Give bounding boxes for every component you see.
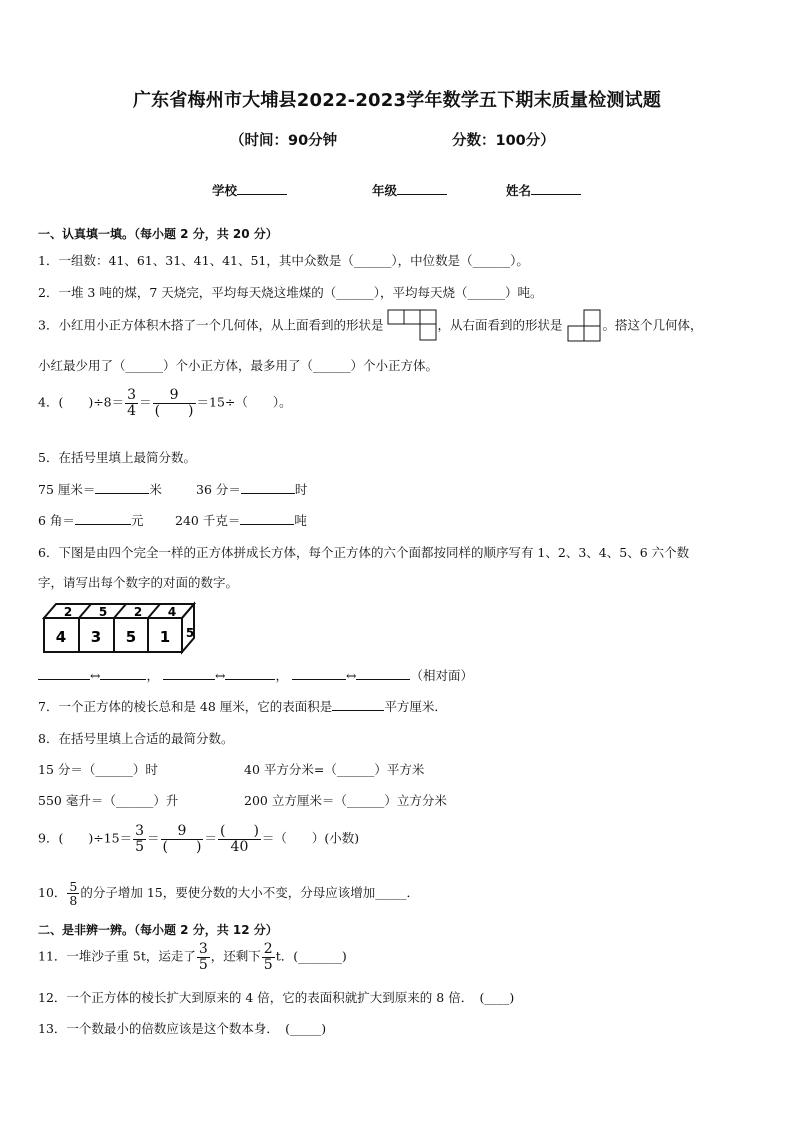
question-6-answers: ↔ ， ↔ ， ↔ （相对面） bbox=[38, 666, 473, 684]
grade-blank[interactable] bbox=[397, 182, 447, 195]
cube-top-digit: 2 bbox=[133, 605, 143, 619]
question-3-text-a: 3．小红用小正方体积木搭了一个几何体，从上面看到的形状是 bbox=[38, 317, 384, 333]
right-view-figure bbox=[566, 309, 602, 343]
cube-top-digit: 5 bbox=[98, 605, 108, 619]
question-5-a: 75 厘米＝ 米 bbox=[38, 482, 162, 497]
school-label: 学校 bbox=[212, 183, 238, 198]
question-8-a: 15 分＝（______）时 bbox=[38, 762, 158, 777]
question-3-text-c: 。搭这个几何体， bbox=[602, 317, 703, 333]
grade-label: 年级 bbox=[372, 183, 398, 198]
school-field bbox=[212, 181, 287, 199]
top-view-figure bbox=[387, 309, 437, 343]
cube-row-figure bbox=[40, 600, 200, 660]
fraction-9-blank: $\frac{9}{( )}$ bbox=[162, 823, 202, 855]
cube-front-digit: 4 bbox=[55, 628, 67, 646]
exam-score: 分数：100分） bbox=[452, 133, 555, 149]
blank[interactable] bbox=[241, 481, 295, 494]
question-2: 2．一堆 3 吨的煤，7 天烧完，平均每天烧这堆煤的（______），平均每天烧（______）吨。 bbox=[38, 285, 543, 300]
question-8-c: 550 毫升＝（______）升 bbox=[38, 793, 179, 808]
question-4-suffix: ＝15÷（ ）。 bbox=[196, 394, 292, 410]
name-field bbox=[506, 181, 581, 199]
name-label: 姓名 bbox=[506, 183, 532, 198]
page-title: 广东省梅州市大埔县2022-2023学年数学五下期末质量检测试题 bbox=[132, 90, 662, 111]
blank[interactable] bbox=[163, 667, 215, 680]
question-5: 5．在括号里填上最简分数。 bbox=[38, 450, 196, 465]
question-10: 10． $\frac{5}{8}$ 的分子增加 15，要使分数的大小不变，分母应该增加_____． bbox=[38, 879, 419, 909]
blank[interactable] bbox=[100, 667, 146, 680]
fraction-3-5: $\frac{3}{5}$ bbox=[135, 823, 145, 855]
blank[interactable] bbox=[95, 481, 149, 494]
cube-front-digit: 1 bbox=[159, 628, 171, 646]
question-9: 9．( )÷15＝ $\frac{3}{5}$ ＝ $\frac{9}{( )}$ ＝ $\frac{( )}{40}$ ＝（ ）(小数) bbox=[38, 823, 360, 855]
blank[interactable] bbox=[75, 512, 131, 525]
fraction-blank-40: $\frac{( )}{40}$ bbox=[219, 823, 259, 855]
grade-field bbox=[372, 181, 447, 199]
question-8-b: 40 平方分米=（______）平方米 bbox=[244, 762, 425, 777]
fraction-3-4: $\frac{3}{4}$ bbox=[127, 387, 137, 419]
fraction-9-blank: $\frac{9}{( )}$ bbox=[154, 387, 194, 419]
question-6: 6．下图是由四个完全一样的正方体拼成长方体，每个正方体的六个面都按同样的顺序写有 1、2、3、4、5、6 六个数 bbox=[38, 545, 690, 560]
question-5-c: 6 角＝ 元 bbox=[38, 513, 144, 528]
blank[interactable] bbox=[225, 667, 275, 680]
section-1-title: 一、认真填一填。（每小题 2 分，共 20 分） bbox=[38, 227, 278, 241]
exam-time: （时间：90分钟 bbox=[230, 133, 338, 149]
cube-front-digit: 5 bbox=[125, 628, 137, 646]
cube-side-digit: 5 bbox=[185, 626, 195, 640]
question-3 bbox=[38, 309, 702, 343]
blank[interactable] bbox=[38, 667, 90, 680]
section-2-title: 二、是非辨一辨。（每小题 2 分，共 12 分） bbox=[38, 923, 278, 937]
blank[interactable] bbox=[356, 667, 410, 680]
question-5-b: 36 分＝ 时 bbox=[196, 482, 308, 497]
cube-top-digit: 4 bbox=[167, 605, 177, 619]
school-blank[interactable] bbox=[237, 182, 287, 195]
question-1: 1．一组数：41、61、31、41、41、51，其中众数是（______），中位数是（______）。 bbox=[38, 253, 529, 268]
blank[interactable] bbox=[332, 698, 384, 711]
cube-top-digit: 2 bbox=[63, 605, 73, 619]
fraction-2-5: $\frac{2}{5}$ bbox=[263, 941, 273, 973]
question-11: 11．一堆沙子重 5t，运走了 $\frac{3}{5}$ ，还剩下 $\frac{2}{5}$ t．(_______) bbox=[38, 941, 347, 973]
question-13: 13．一个数最小的倍数应该是这个数本身． (_____) bbox=[38, 1021, 327, 1036]
blank[interactable] bbox=[292, 667, 346, 680]
question-3-text-b: ，从右面看到的形状是 bbox=[437, 317, 563, 333]
fraction-3-5: $\frac{3}{5}$ bbox=[198, 941, 208, 973]
question-8: 8．在括号里填上合适的最简分数。 bbox=[38, 731, 234, 746]
question-12: 12．一个正方体的棱长扩大到原来的 4 倍，它的表面积就扩大到原来的 8 倍． (____) bbox=[38, 990, 515, 1005]
fraction-5-8: $\frac{5}{8}$ bbox=[69, 879, 78, 909]
question-8-d: 200 立方厘米＝（______）立方分米 bbox=[244, 793, 447, 808]
cube-front-digit: 3 bbox=[90, 628, 102, 646]
question-6-line-2: 字，请写出每个数字的对面的数字。 bbox=[38, 575, 239, 590]
blank[interactable] bbox=[240, 512, 294, 525]
question-3-line-2: 小红最少用了（______）个小正方体，最多用了（______）个小正方体。 bbox=[38, 358, 439, 373]
question-4-prefix: 4．( )÷8＝ bbox=[38, 394, 125, 410]
question-7: 7．一个正方体的棱长总和是 48 厘米，它的表面积是 平方厘米． bbox=[38, 699, 447, 714]
question-5-d: 240 千克＝ 吨 bbox=[175, 513, 307, 528]
name-blank[interactable] bbox=[531, 182, 581, 195]
question-4: 4．( )÷8＝ $\frac{3}{4}$ ＝ $\frac{9}{( )}$ ＝15÷（ ）。 bbox=[38, 387, 292, 419]
